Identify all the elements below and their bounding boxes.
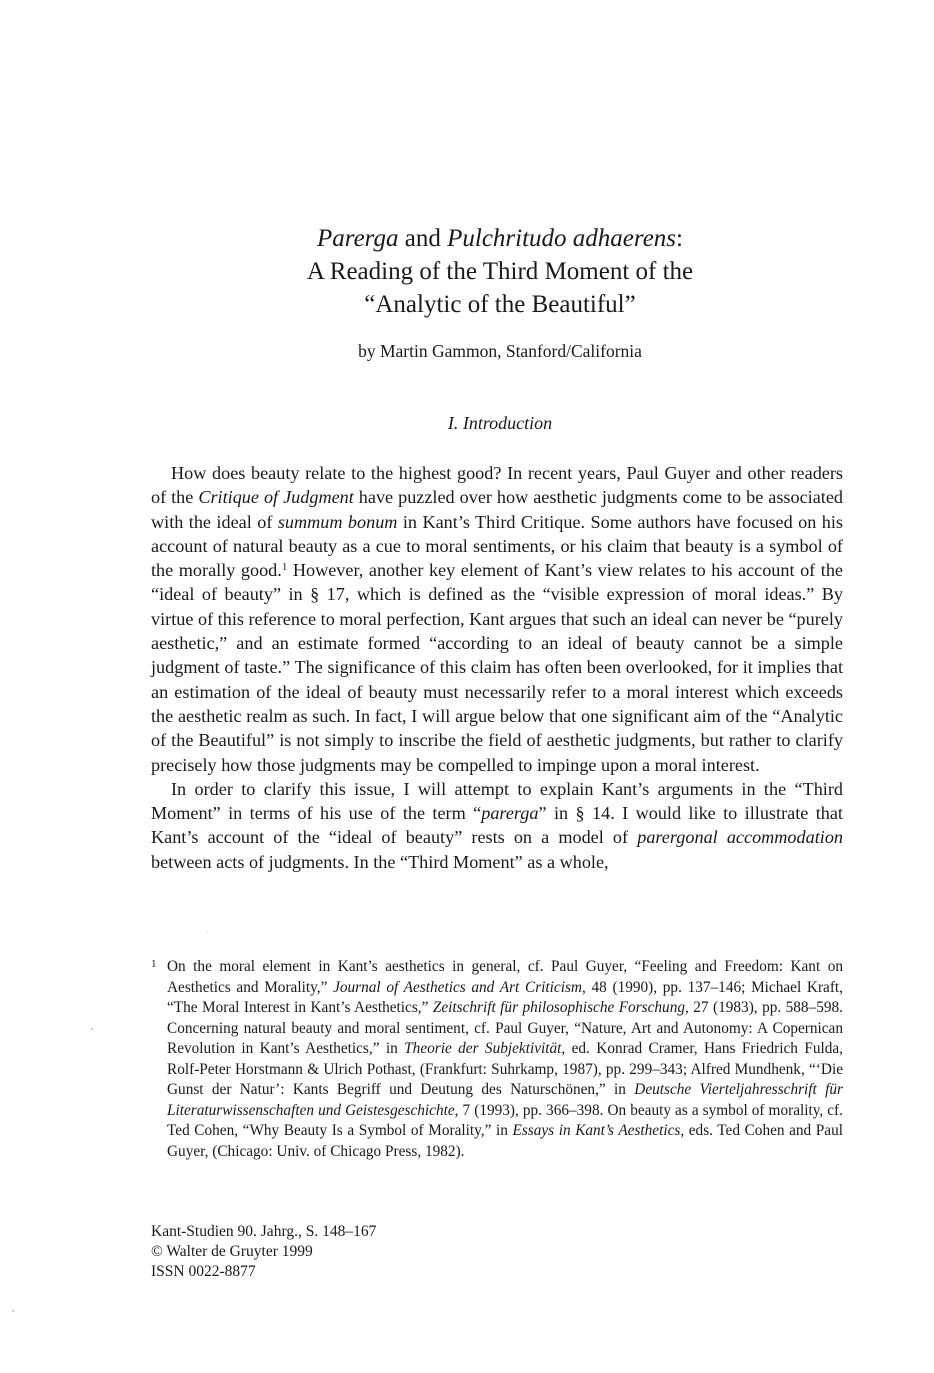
- title-and: and: [398, 225, 448, 252]
- fn-italic-5: Essays in Kant’s Aesthetics: [512, 1122, 681, 1139]
- p1-text-1: How does beauty relate to the highest good? In recent years, Paul Guyer and other readers of the: [151, 463, 843, 508]
- fn-text-2: , 48 (1990), pp. 137–146; Michael Kraft, “The Moral Interest in Kant’s Aesthetics,”: [167, 978, 843, 1016]
- fn-text-4: , ed. Konrad Cramer, Hans Friedrich Fulda, Rolf-Peter Horstmann & Ulrich Pothast, (Frankfurt: Suhrkamp, 1987), pp. 299–343; Alfred Mundhenk, “‘Die Gunst der Natur’: Kants Begriff und Deutung des Naturschönen,” in: [167, 1040, 843, 1098]
- fn-italic-3: Theorie der Subjektivität: [404, 1040, 562, 1057]
- fn-text-5: , 7 (1993), pp. 366–398. On beauty as a symbol of morality, cf. Ted Cohen, “Why Beauty Is a Symbol of Morality,” in: [167, 1101, 843, 1139]
- p1-italic-2: summum bonum: [277, 511, 398, 532]
- title-italic-parerga: Parerga: [317, 225, 399, 252]
- paragraph-1: [151, 461, 843, 777]
- title-line-3: “Analytic of the Beautiful”: [364, 291, 636, 318]
- footnote-reference[interactable]: 1: [281, 561, 288, 574]
- fn-italic-2: Zeitschrift für philosophische Forschung: [432, 999, 685, 1016]
- article-title: [150, 222, 850, 321]
- p2-italic-2: parergonal accommodation: [637, 827, 844, 848]
- scan-speck: [12, 1310, 14, 1312]
- scan-speck: [207, 932, 208, 933]
- p1-italic-1: Critique of Judgment: [198, 487, 354, 508]
- section-heading: I. Introduction: [447, 413, 553, 433]
- p2-text-2: ” in § 14. I would like to illustrate that Kant’s account of the “ideal of beauty” rests on a model of: [151, 803, 843, 848]
- scan-speck: [91, 1028, 93, 1030]
- title-italic-pulchritudo: Pulchritudo adhaerens: [447, 225, 677, 252]
- p1-text-4: However, another key element of Kant’s view relates to his account of the “ideal of beauty” in § 17, which is defined as the “visible expression of moral ideas.” By virtue of this reference to moral perfection, Kant argues that such an ideal can never be “purely aesthetic,” and an estimate formed “according to an ideal of beauty cannot be a simple judgment of taste.” The significance of this claim has often been overlooked, for it implies that an estimation of the ideal of beauty must necessarily refer to a moral interest which exceeds the aesthetic realm as such. In fact, I will argue below that one significant aim of the “Analytic of the Beautiful” is not simply to inscribe the field of aesthetic judgments, but rather to clarify precisely how those judgments may be compelled to impinge upon a moral interest.: [151, 560, 844, 775]
- journal-info: [151, 1222, 376, 1282]
- fn-text-6: , eds. Ted Cohen and Paul Guyer, (Chicago: Univ. of Chicago Press, 1982).: [167, 1122, 843, 1160]
- fn-italic-4: Deutsche Vierteljahresschrift für Literaturwissenschaften und Geistesgeschichte: [167, 1081, 843, 1119]
- p2-text-1: In order to clarify this issue, I will attempt to explain Kant’s arguments in the “Third Moment” in terms of his use of the term “: [151, 778, 843, 824]
- issn-line: ISSN 0022-8877: [151, 1263, 256, 1280]
- p2-text-3: between acts of judgments. In the “Third Moment” as a whole,: [151, 851, 609, 872]
- author-byline: by Martin Gammon, Stanford/California: [358, 341, 642, 361]
- footnote-mark: 1: [151, 958, 157, 970]
- title-colon: :: [676, 225, 683, 252]
- title-line-2: A Reading of the Third Moment of the: [306, 258, 694, 285]
- p2-italic-1: parerga: [481, 803, 539, 824]
- fn-text-1: On the moral element in Kant’s aesthetics in general, cf. Paul Guyer, “Feeling and Freedom: Kant on Aesthetics and Morality,”: [167, 958, 843, 996]
- paragraph-2: [151, 777, 843, 874]
- copyright-line: © Walter de Gruyter 1999: [151, 1243, 313, 1260]
- footnote-1: [151, 957, 843, 1162]
- journal-citation: Kant-Studien 90. Jahrg., S. 148–167: [151, 1223, 377, 1240]
- p1-text-3: in Kant’s Third Critique. Some authors have focused on his account of natural beauty as a cue to moral sentiments, or his claim that beauty is a symbol of the morally good.: [151, 511, 843, 581]
- p1-text-2: have puzzled over how aesthetic judgments come to be associated with the ideal of: [151, 487, 843, 532]
- title-line-1: [150, 222, 850, 255]
- fn-italic-1: Journal of Aesthetics and Art Criticism: [333, 978, 582, 996]
- fn-text-3: , 27 (1983), pp. 588–598. Concerning natural beauty and moral sentiment, cf. Paul Guyer, “Nature, Art and Autonomy: A Copernican Revolution in Kant’s Aesthetics,” in: [167, 999, 844, 1057]
- body-text: [151, 461, 843, 874]
- footnote-body: [167, 957, 843, 1162]
